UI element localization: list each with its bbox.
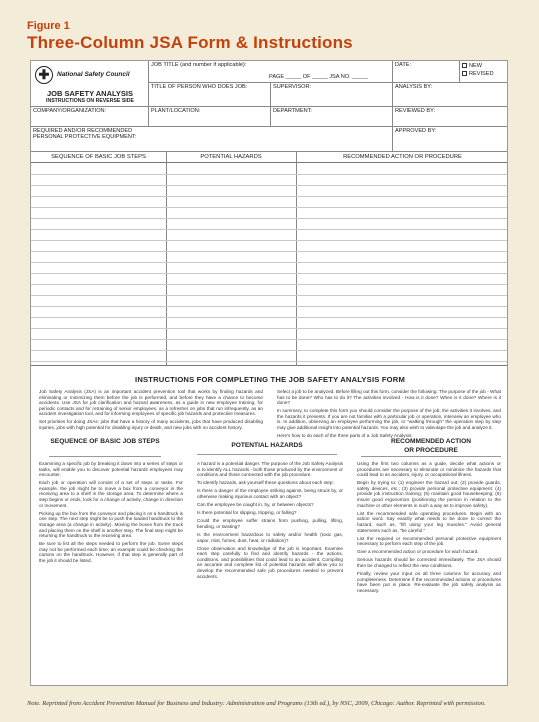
form-row-line [31,295,508,296]
intro-right: Select a job to be analyzed. Before filling out this form, consider the following: The purpose of the job - What has to be done? Who has to do it? The activities involved - How is it done? When is it done? Where is it done? In summary, to complete this form you should consider the purpose of the job, the activities it involves, and the hazards it presents. If you are not familiar with a particular job or operation, interview an employee who is. In addition, observing an employee performing the job, or "walking through" the operation step by step may give additional insight into potential hazards. You may also wish to videotape the job and analyze it. Here's how to do each of the three parts of a Job Safety Analysis: [277,389,501,439]
new-checkbox[interactable] [462,63,467,68]
revised-checkbox[interactable] [462,71,467,76]
form-row-line [31,196,508,197]
form-row-line [31,218,508,219]
form-row-line [31,207,508,208]
form-row-line [31,273,508,274]
supervisor-field[interactable]: SUPERVISOR: [271,83,393,107]
org-name: National Safety Council [57,71,130,78]
new-revised-checkboxes: NEW REVISED [460,61,508,83]
department-field[interactable]: DEPARTMENT: [271,107,393,127]
col3-heading-rule [361,456,501,457]
form-row-line [31,350,508,351]
intro-left: Job Safety Analysis (JSA) is an important accident prevention tool that works by finding hazards and eliminating or minimizing them before the job is performed, and before they have a chance to become accidents. Use JSA for job clarification and hazard awareness, as a guide in new employee training, for periodic contacts and for retraining of senior employees, as a refresher on jobs that run infrequently, as an accident investigation tool, and for informing employees of specific job hazards and protective measures. Set priorities for doing JSAs: jobs that have a history of many accidents, jobs that have produced disabling injuries, jobs with high potential for disabling injury or death, and new jobs with no accident history. [39,389,263,431]
form-row-line [31,251,508,252]
jsa-form [31,61,508,366]
form-row-line [31,317,508,318]
col2-heading: POTENTIAL HAZARDS [231,442,303,449]
column-header-job-steps: SEQUENCE OF BASIC JOB STEPS [31,152,166,163]
col1-heading: SEQUENCE OF BASIC JOB STEPS [50,438,160,445]
form-title: JOB SAFETY ANALYSIS [47,89,133,98]
form-subtitle: INSTRUCTIONS ON REVERSE SIDE [46,98,134,104]
col1-heading-rule [49,456,161,457]
job-title-field[interactable]: JOB TITLE (and number if applicable): PAGE _____ OF _____ JSA NO. _____ [149,61,393,83]
instructions-title: INSTRUCTIONS FOR COMPLETING THE JOB SAFETY ANALYSIS FORM [135,375,405,384]
company-field[interactable]: COMPANY/ORGANIZATION: [31,107,149,127]
form-row-line [31,229,508,230]
reviewed-by-field[interactable]: REVIEWED BY: [393,107,508,127]
date-field[interactable]: DATE: [393,61,460,83]
form-row-line [31,361,508,362]
form-row-line [31,339,508,340]
form-row-line [31,262,508,263]
ppe-field[interactable]: REQUIRED AND/OR RECOMMENDED PERSONAL PROTECTIVE EQUIPMENT: [31,127,393,152]
jsa-sheet [30,60,508,686]
source-note: Note. Reprinted from Accident Prevention Manual for Business and Industry: Administration and Programs (13th ed.), by NSC, 2009, Chicago: Author. Reprinted with permission. [27,700,486,707]
nsc-cross-logo-icon: ✚ [35,66,53,84]
org-block [31,61,149,107]
col2-heading-rule [197,454,337,455]
person-title-field[interactable]: TITLE OF PERSON WHO DOES JOB: [149,83,271,107]
column-header-hazards: POTENTIAL HAZARDS [166,152,296,163]
figure-title: Three-Column JSA Form & Instructions [27,33,353,52]
col3-heading-1: RECOMMENDED ACTION [391,438,471,445]
form-row-line [31,240,508,241]
col2-text: A hazard is a potential danger. The purpose of the Job Safety Analysis is to identify ALL hazards - both those produced by the environment or conditions and those connected with the job procedure. To identify hazards, ask yourself these questions about each step: Is there a danger of the employee striking against, being struck by, or otherwise making injurious contact with an object? Can the employee be caught in, by, or between objects? Is there potential for slipping, tripping, or falling? Could the employee suffer strains from pushing, pulling, lifting, bending, or twisting? Is the environment hazardous to safety and/or health (toxic gas, vapor, mist, fumes, dust, heat, or radiation)? Close observation and knowledge of the job is important. Examine each step carefully to find and identify hazards - the actions, conditions, and possibilities that could lead to an accident. Compiling an accurate and complete list of potential hazards will allow you to develop the recommended safe job procedures needed to prevent accidents. [197,461,343,579]
column-header-actions: RECOMMENDED ACTION OR PROCEDURE [296,152,508,163]
form-row-line [31,328,508,329]
col1-text: Examining a specific job by breaking it down into a series of steps or tasks, will enable you to discover potential hazards employees may encounter. Each job or operation will consist of a set of steps or tasks. For example, the job might be to move a box from a conveyor in the receiving area to a shelf in the storage area. To determine where a step begins or ends, look for a change of activity, change in direction or movement. Picking up the box from the conveyor and placing it on a handtruck is one step. The next step might be to push the loaded handtruck to the storage area (a change in activity). Moving the boxes from the truck and placing them on the shelf is another step. The final step might be returning the handtruck to the receiving area. Be sure to list all the steps needed to perform the job. Some steps may not be performed each time; an example could be checking the cartons on the handtruck. However, if that step is generally part of the job it should be listed. [39,461,183,563]
form-row-line [31,185,508,186]
figure-label: Figure 1 [27,20,70,32]
page-number-field: PAGE _____ OF _____ JSA NO. _____ [269,74,368,80]
analysis-by-field[interactable]: ANALYSIS BY: [393,83,508,107]
plant-location-field[interactable]: PLANT/LOCATION: [149,107,271,127]
form-row-line [31,174,508,175]
form-row-line [31,284,508,285]
col3-heading-2: OR PROCEDURE [404,447,458,454]
approved-by-field[interactable]: APPROVED BY: [393,127,508,152]
form-row-line [31,306,508,307]
col3-text: Using the first two columns as a guide, decide what actions or procedures are necessary to eliminate or minimize the hazards that could lead to an accident, injury, or occupational illness. Begin by trying to: (1) engineer the hazard out; (2) provide guards, safety devices, etc.; (3) provide personal protective equipment; (4) provide job instruction training; (5) maintain good housekeeping; (6) insure good ergonomics (positioning the person in relation to the machine or other elements in such a way as to improve safety). List the recommended safe operating procedures. Begin with an action word. Say exactly what needs to be done to correct the hazard, such as, "lift using your leg muscles." Avoid general statements such as, "be careful." List the required or recommended personal protective equipment necessary to perform each step of the job. Give a recommended action or procedure for each hazard. Serious hazards should be corrected immediately. The JSA should then be changed to reflect the new conditions. Finally, review your input on all three columns for accuracy and completeness. Determine if the recommended actions or procedures have been put in place. Re-evaluate the job safety analysis as necessary. [357,461,501,593]
